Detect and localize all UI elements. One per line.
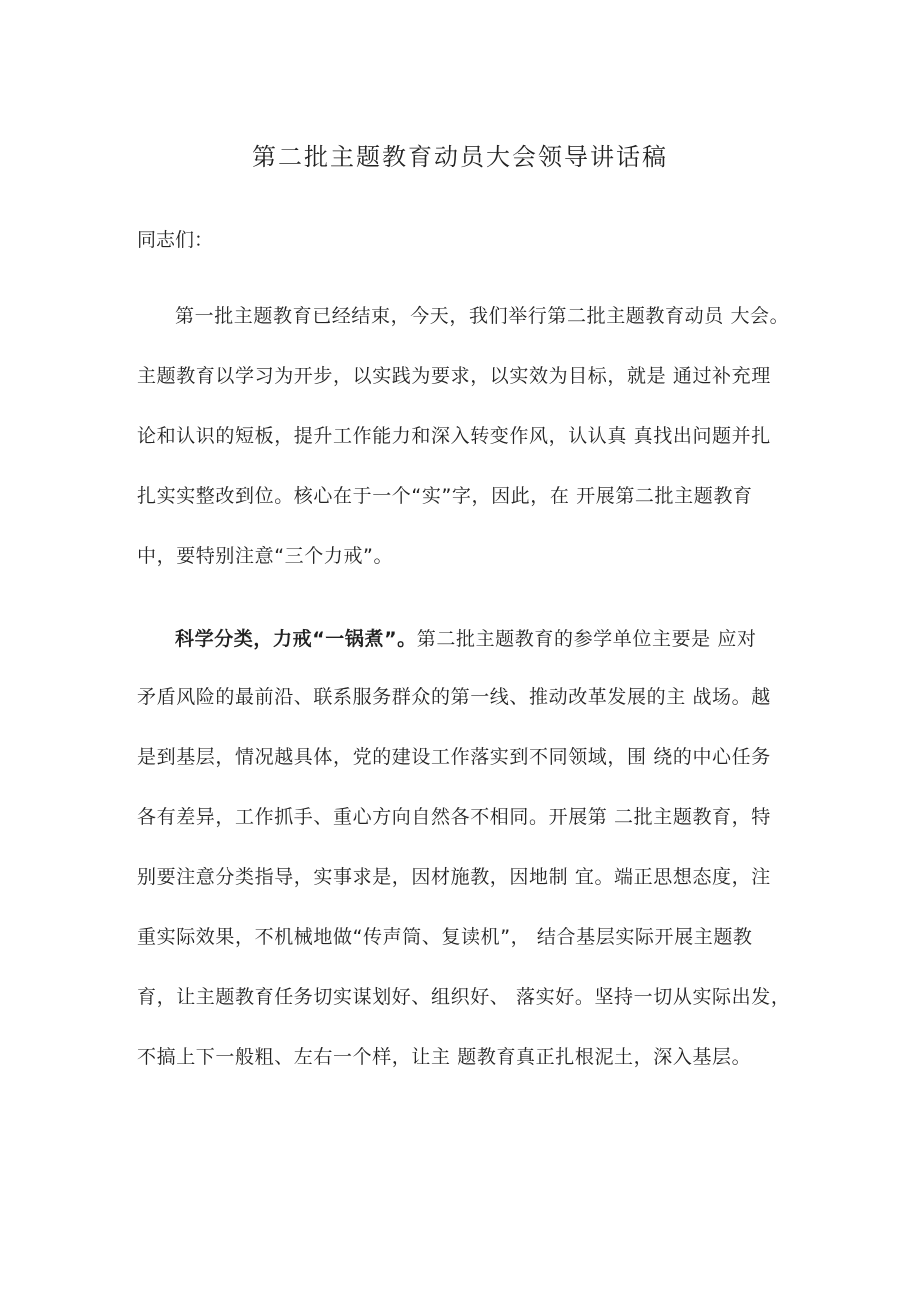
paragraph2-line: 矛盾风险的最前沿、联系服务群众的第一线、推动改革发展的主 战场。越 <box>137 686 771 708</box>
paragraph2-heading: 科学分类，力戒“一锅煮”。 <box>175 628 417 650</box>
paragraph2-line: 各有差异，工作抓手、重心方向自然各不相同。开展第 二批主题教育，特 <box>137 806 771 828</box>
paragraph2-line: 别要注意分类指导，实事求是，因材施教，因地制 宜。端正思想态度，注 <box>137 866 771 888</box>
paragraph1-line: 第一批主题教育已经结束，今天，我们举行第二批主题教育动员 大会。 <box>175 305 790 327</box>
paragraph1-line: 中，要特别注意“三个力戒”。 <box>137 545 394 567</box>
paragraph1-line: 扎实实整改到位。核心在于一个“实”字，因此，在 开展第二批主题教育 <box>137 485 753 507</box>
paragraph2-line: 育，让主题教育任务切实谋划好、组织好、 落实好。坚持一切从实际出发， <box>137 986 791 1008</box>
paragraph1-line: 主题教育以学习为开步，以实践为要求，以实效为目标，就是 通过补充理 <box>137 365 771 387</box>
paragraph2-line: 不搞上下一般粗、左右一个样，让主 题教育真正扎根泥土，深入基层。 <box>137 1046 752 1068</box>
document-title: 第二批主题教育动员大会领导讲话稿 <box>252 143 668 171</box>
paragraph2-line: 是到基层，情况越具体，党的建设工作落实到不同领域，围 绕的中心任务 <box>137 746 771 768</box>
salutation: 同志们： <box>137 229 214 251</box>
paragraph1-line: 论和认识的短板，提升工作能力和深入转变作风，认认真 真找出问题并扎 <box>137 425 771 447</box>
paragraph2-first-line <box>175 625 757 653</box>
paragraph2-line: 重实际效果，不机械地做“传声筒、复读机”， 结合基层实际开展主题教 <box>137 926 753 948</box>
paragraph2-first-line-text: 第二批主题教育的参学单位主要是 应对 <box>416 628 757 650</box>
